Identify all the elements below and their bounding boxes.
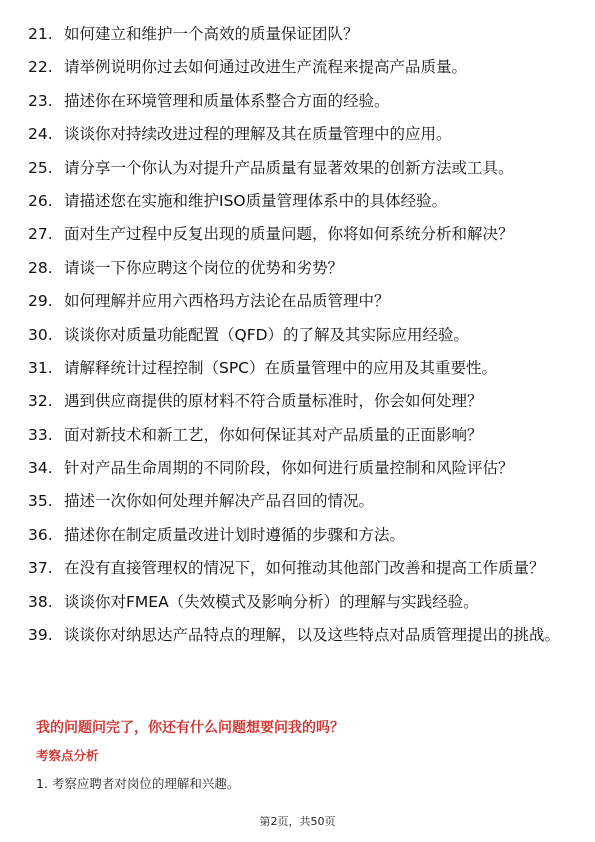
question-number: 35. [28, 492, 53, 511]
question-text: 面对生产过程中反复出现的质量问题，你将如何系统分析和解决？ [64, 225, 514, 244]
question-text: 谈谈你对纳思达产品特点的理解，以及这些特点对品质管理提出的挑战。 [64, 626, 561, 645]
question-list [28, 22, 568, 656]
question-text: 请解释统计过程控制（SPC）在质量管理中的应用及其重要性。 [64, 358, 498, 377]
question-text: 请谈一下你应聘这个岗位的优势和劣势？ [64, 258, 344, 277]
question-item [28, 590, 568, 614]
question-item [28, 523, 568, 547]
question-text: 描述一次你如何处理并解决产品召回的情况。 [64, 492, 375, 511]
question-item [28, 156, 568, 180]
question-item [28, 222, 568, 246]
question-number: 36. [28, 525, 53, 544]
question-text: 请分享一个你认为对提升产品质量有显著效果的创新方法或工具。 [64, 158, 514, 177]
question-text: 在没有直接管理权的情况下，如何推动其他部门改善和提高工作质量？ [64, 559, 545, 578]
question-item [28, 256, 568, 280]
question-number: 21. [28, 25, 53, 43]
question-number: 27. [28, 225, 53, 244]
closing-question-heading: 我的问题问完了，你还有什么问题想要问我的吗？ [36, 720, 344, 736]
question-number: 30. [28, 325, 53, 344]
question-text: 如何理解并应用六西格玛方法论在品质管理中？ [64, 292, 390, 311]
question-number: 29. [28, 292, 53, 311]
question-text: 谈谈你对质量功能配置（QFD）的了解及其实际应用经验。 [64, 325, 470, 344]
question-item [28, 189, 568, 213]
question-number: 34. [28, 459, 53, 478]
question-text: 谈谈你对持续改进过程的理解及其在质量管理中的应用。 [64, 125, 452, 144]
question-number: 25. [28, 158, 53, 177]
question-number: 33. [28, 425, 53, 444]
question-item [28, 323, 568, 347]
question-number: 22. [28, 58, 53, 77]
question-number: 24. [28, 125, 53, 144]
question-text: 针对产品生命周期的不同阶段，你如何进行质量控制和风险评估？ [64, 459, 514, 478]
question-item [28, 122, 568, 146]
question-item [28, 456, 568, 480]
question-text: 谈谈你对FMEA（失效模式及影响分析）的理解与实践经验。 [64, 592, 479, 611]
question-number: 28. [28, 258, 53, 277]
page-footer: 第2页，共50页 [259, 815, 336, 828]
question-item [28, 556, 568, 580]
question-number: 38. [28, 592, 53, 611]
question-item [28, 356, 568, 380]
question-number: 31. [28, 358, 53, 377]
question-number: 39. [28, 626, 53, 645]
analysis-item: 1. 考察应聘者对岗位的理解和兴趣。 [36, 776, 240, 791]
question-text: 描述你在环境管理和质量体系整合方面的经验。 [64, 91, 390, 110]
question-number: 26. [28, 191, 53, 210]
question-number: 32. [28, 392, 53, 411]
question-item [28, 55, 568, 79]
question-number: 37. [28, 559, 53, 578]
question-text: 如何建立和维护一个高效的质量保证团队？ [64, 25, 359, 43]
question-text: 描述你在制定质量改进计划时遵循的步骤和方法。 [64, 525, 406, 544]
question-number: 23. [28, 91, 53, 110]
question-item [28, 89, 568, 113]
question-item [28, 489, 568, 513]
question-item [28, 389, 568, 413]
question-text: 遇到供应商提供的原材料不符合质量标准时，你会如何处理？ [64, 392, 483, 411]
question-item [28, 423, 568, 447]
question-item [28, 22, 568, 46]
analysis-heading: 考察点分析 [36, 748, 99, 763]
question-item [28, 289, 568, 313]
question-text: 面对新技术和新工艺，你如何保证其对产品质量的正面影响？ [64, 425, 483, 444]
question-item [28, 623, 568, 647]
question-text: 请描述您在实施和维护ISO质量管理体系中的具体经验。 [64, 191, 448, 210]
question-text: 请举例说明你过去如何通过改进生产流程来提高产品质量。 [64, 58, 468, 77]
